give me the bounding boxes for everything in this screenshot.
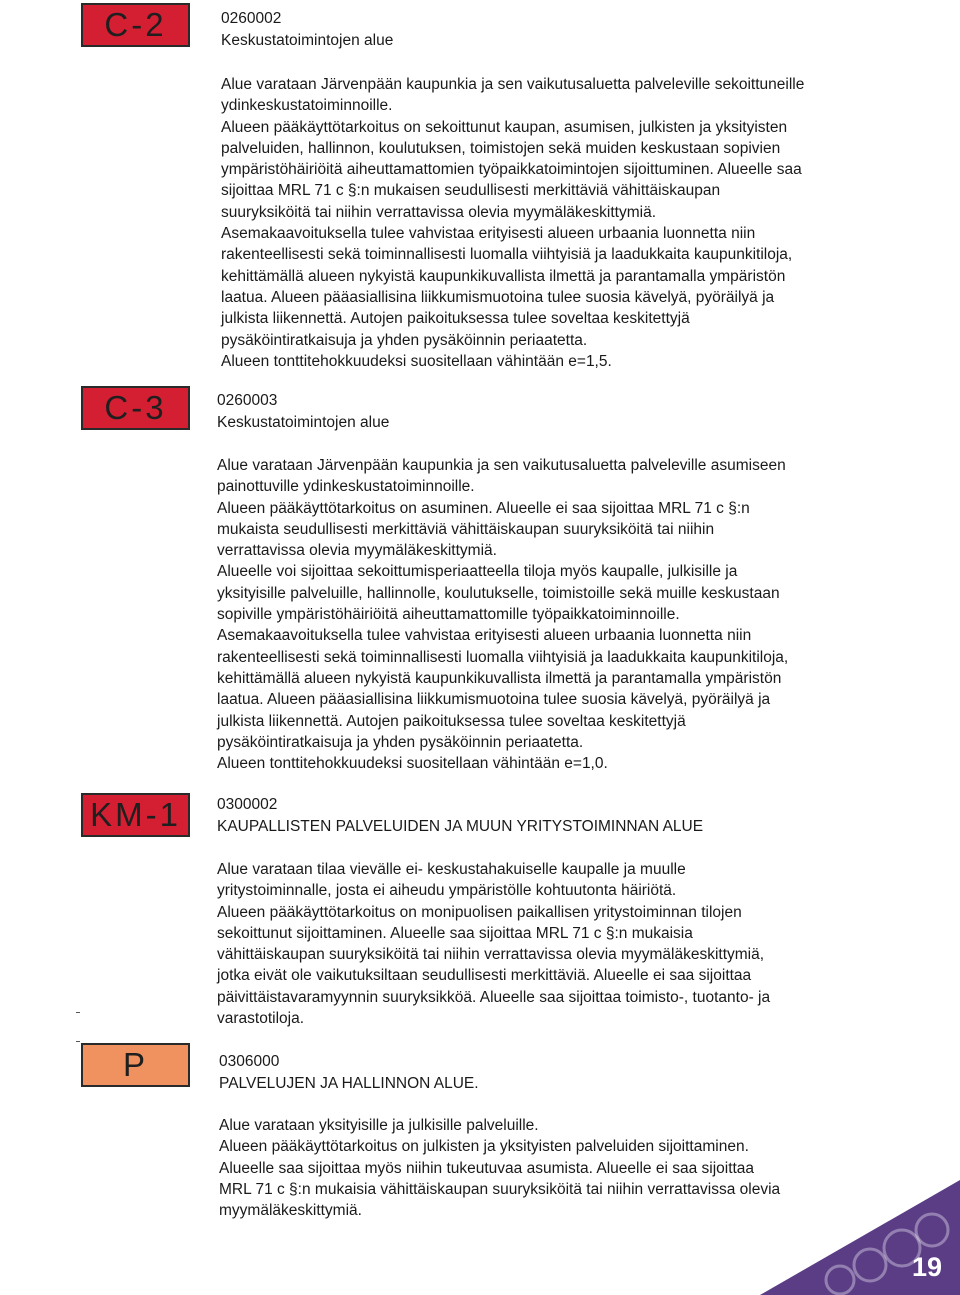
zone-description [217, 455, 788, 774]
paragraph-line: Asemakaavoituksella tulee vahvistaa erityisesti alueen urbaania luonnetta niin [221, 225, 756, 243]
paragraph-line: MRL 71 c §:n mukaisia vähittäiskaupan suuryksiköitä tai niihin verrattavissa olevia [219, 1180, 781, 1198]
paragraph-line: rakenteellisesti sekä toiminnallisesti luomalla viihtyisiä ja laadukkaita kaupunkitiloja, [217, 648, 789, 666]
zone-badge-p: P [81, 1043, 190, 1087]
page-number: 19 [911, 1252, 942, 1282]
paragraph-line: painottuville ydinkeskustatoiminnoille. [217, 478, 475, 496]
zone-title: Keskustatoimintojen alue [217, 414, 390, 431]
zone-code: 0306000 [219, 1053, 280, 1070]
paragraph-line: myymäläkeskittymiä. [219, 1202, 362, 1220]
paragraph-line: sekoittunut sijoittaminen. Alueelle saa sijoittaa MRL 71 c §:n mukaisia [217, 924, 693, 942]
paragraph-line: suuryksiköitä tai niihin verrattavissa olevia myymäläkeskittymiä. [221, 203, 657, 221]
paragraph-line: julkista liikennettä. Autojen paikoituksessa tulee soveltaa keskitettyjä [221, 310, 690, 328]
paragraph-line: Alue varataan tilaa vievälle ei- keskustahakuiselle kaupalle ja muulle [217, 861, 686, 878]
zone-badge-c2: C-2 [81, 3, 190, 47]
paragraph-line: Alueen pääkäyttötarkoitus on asuminen. Alueelle ei saa sijoittaa MRL 71 c §:n [217, 499, 750, 517]
paragraph-line: palveluiden, hallinnon, koulutuksen, toimistojen sekä muiden keskustaan sopivien [221, 139, 781, 157]
paragraph-line: pysäköintiratkaisuja ja yhden pysäköinnin periaatetta. [221, 331, 588, 349]
paragraph-line: Alueelle saa sijoittaa myös niihin tukeutuvaa asumista. Alueelle ei saa sijoittaa [219, 1159, 755, 1177]
paragraph-line: ympäristöhäiriöitä aiheuttamattomien työpaikkatoimintojen sijoittuminen. Alueelle saa [221, 161, 802, 179]
paragraph-line: Alue varataan yksityisille ja julkisille palveluille. [219, 1117, 539, 1134]
zone-code: 0300002 [217, 796, 278, 813]
paragraph-line: pysäköintiratkaisuja ja yhden pysäköinnin periaatetta. [217, 733, 584, 751]
paragraph-line: sijoittaa MRL 71 c §:n mukaisen seudullisesti merkittäviä vähittäiskaupan [221, 182, 721, 200]
paragraph-line: julkista liikennettä. Autojen paikoituksessa tulee soveltaa keskitettyjä [217, 712, 686, 730]
zone-description [217, 859, 770, 1029]
paragraph-line: Asemakaavoituksella tulee vahvistaa erityisesti alueen urbaania luonnetta niin [217, 627, 752, 645]
paragraph-line: päivittäistavaramyynnin suuryksikköä. Alueelle saa sijoittaa toimisto-, tuotanto- ja [217, 988, 771, 1006]
zone-description [221, 74, 804, 372]
paragraph-line: kehittämällä alueen nykyistä kaupunkikuvallista ilmettä ja parantamalla ympäristön [217, 669, 782, 687]
paragraph-line: mukaista seudullisesti merkittäviä vähittäiskaupan suuryksiköitä tai niihin [217, 520, 715, 538]
paragraph-line: laatua. Alueen pääasiallisina liikkumismuotoina tulee suosia kävelyä, pyöräilyä ja [221, 288, 775, 306]
paragraph-line: verrattavissa olevia myymäläkeskittymiä. [217, 542, 497, 560]
zone-code: 0260003 [217, 392, 278, 409]
paragraph-line: laatua. Alueen pääasiallisina liikkumismuotoina tulee suosia kävelyä, pyöräilyä ja [217, 691, 771, 709]
paragraph-line: Alue varataan Järvenpään kaupunkia ja sen vaikutusaluetta palveleville sekoittuneille [221, 76, 805, 93]
paragraph-line: kehittämällä alueen nykyistä kaupunkikuvallista ilmettä ja parantamalla ympäristön [221, 267, 786, 285]
paragraph-line: Alueen pääkäyttötarkoitus on julkisten ja yksityisten palveluiden sijoittaminen. [219, 1138, 749, 1156]
paragraph-line: yritystoiminnalle, josta ei aiheudu ympäristölle kohtuutonta häiriötä. [217, 882, 677, 900]
margin-mark [76, 1012, 80, 1013]
paragraph-line: rakenteellisesti sekä toiminnallisesti luomalla viihtyisiä ja laadukkaita kaupunkitiloja, [221, 246, 793, 264]
paragraph-line: varastotiloja. [217, 1010, 305, 1028]
paragraph-line: sopiville ympäristöhäiriöitä aiheuttamattomille työpaikkatoiminnoille. [217, 606, 680, 624]
paragraph-line: Alueen pääkäyttötarkoitus on monipuolisen paikallisen yritystoiminnan tilojen [217, 903, 742, 921]
zone-title: Keskustatoimintojen alue [221, 32, 394, 49]
zone-title: PALVELUJEN JA HALLINNON ALUE. [219, 1075, 479, 1092]
paragraph-line: Alue varataan Järvenpään kaupunkia ja sen vaikutusaluetta palveleville asumiseen [217, 457, 786, 474]
zone-badge-km1: KM-1 [81, 793, 190, 837]
margin-mark [76, 1041, 80, 1042]
paragraph-line: ydinkeskustatoiminnoille. [221, 97, 393, 115]
paragraph-line: jotka eivät ole vaikutuksiltaan seudullisesti merkittäviä. Alueelle ei saa sijoittaa [217, 967, 752, 985]
paragraph-line: Alueen pääkäyttötarkoitus on sekoittunut kaupan, asumisen, julkisten ja yksityisten [221, 118, 788, 136]
zone-title: KAUPALLISTEN PALVELUIDEN JA MUUN YRITYSTOIMINNAN ALUE [217, 818, 704, 835]
paragraph-line: Alueen tonttitehokkuudeksi suositellaan vähintään e=1,5. [221, 352, 612, 370]
paragraph-line: yksityisille palveluille, hallinnolle, koulutukselle, toimistoille sekä muille keskustaan [217, 584, 780, 602]
paragraph-line: Alueelle voi sijoittaa sekoittumisperiaatteella tiloja myös kaupalle, julkisille ja [217, 563, 738, 581]
paragraph-line: Alueen tonttitehokkuudeksi suositellaan vähintään e=1,0. [217, 755, 608, 773]
paragraph-line: vähittäiskaupan suuryksiköitä tai niihin verrattavissa olevia myymäläkeskittymiä, [217, 946, 765, 964]
zone-code: 0260002 [221, 10, 282, 27]
zone-description [219, 1115, 780, 1221]
zone-badge-c3: C-3 [81, 386, 190, 430]
